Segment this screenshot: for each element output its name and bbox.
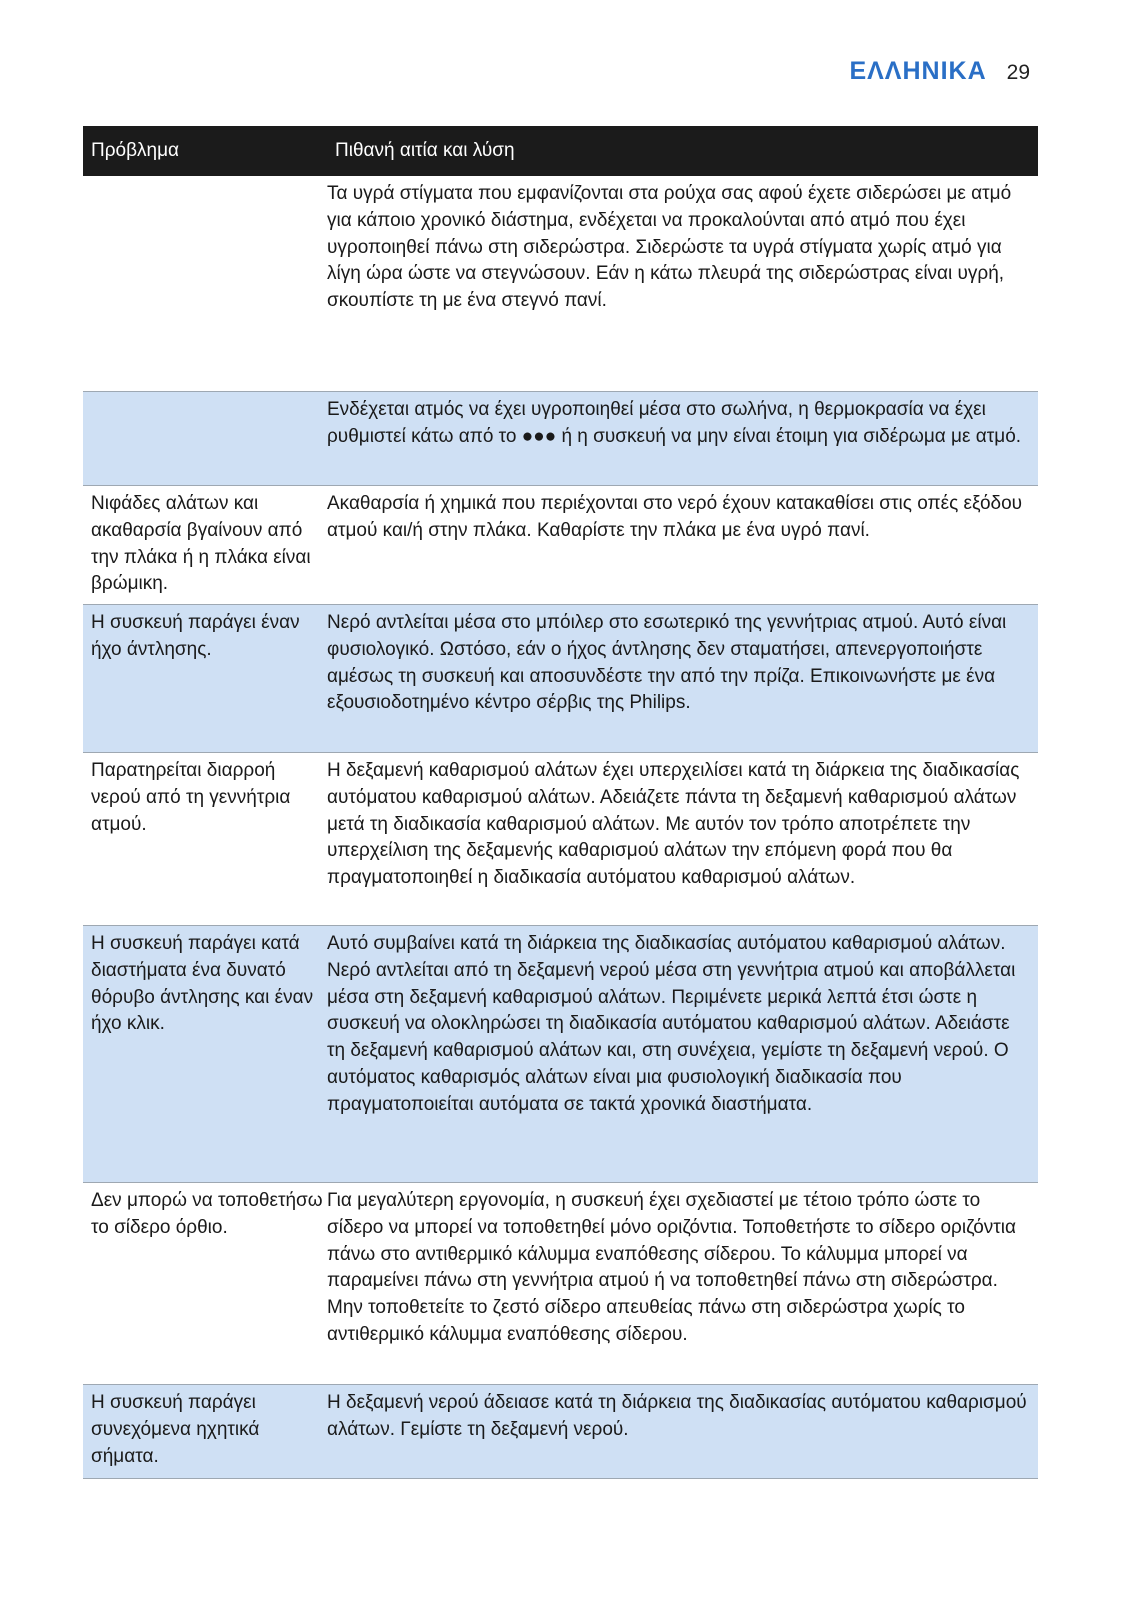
solution-cell: Νερό αντλείται μέσα στο μπόιλερ στο εσωτερικό της γεννήτριας ατμού. Αυτό είναι φυσιολογικό. Ωστόσο, εάν ο ήχος άντλησης δεν σταματήσει, απενεργοποιήστε αμέσως τη συσκευή και αποσυνδέστε την από την πρίζα. Επικοινωνήστε με ένα εξουσιοδοτημένο κέντρο σέρβις της Philips. <box>327 612 1007 714</box>
table-header <box>83 126 1038 176</box>
page-number: 29 <box>1006 61 1030 84</box>
solution-cell: Για μεγαλύτερη εργονομία, η συσκευή έχει σχεδιαστεί με τέτοιο τρόπο ώστε το σίδερο να μπορεί να τοποθετηθεί μόνο οριζόντια. Τοποθετήστε το σίδερο οριζόντια πάνω στο αντιθερμικό κάλυμμα εναπόθεσης σίδερου. Το κάλυμμα μπορεί να παραμείνει πάνω στη γεννήτρια ατμού ή να τοποθετηθεί πάνω στη σιδερώστρα. Μην τοποθετείτε το ζεστό σίδερο απευθείας πάνω στη σιδερώστρα χωρίς το αντιθερμικό κάλυμμα εναπόθεσης σίδερου. <box>327 1190 1016 1345</box>
table-row <box>83 605 1038 753</box>
solution-cell: Η δεξαμενή καθαρισμού αλάτων έχει υπερχειλίσει κατά τη διάρκεια της διαδικασίας αυτόματου καθαρισμού αλάτων. Αδειάζετε πάντα τη δεξαμενή καθαρισμού αλάτων μετά τη διαδικασία καθαρισμού αλάτων. Με αυτόν τον τρόπο αποτρέπετε την υπερχείλιση της δεξαμενής καθαρισμού αλάτων την επόμενη φορά που θα πραγματοποιηθεί η διαδικασία αυτόματου καθαρισμού αλάτων. <box>327 760 1020 889</box>
table-row <box>83 486 1038 605</box>
table-row <box>83 1183 1038 1385</box>
solution-cell: Η δεξαμενή νερού άδειασε κατά τη διάρκεια της διαδικασίας αυτόματου καθαρισμού αλάτων. Γεμίστε τη δεξαμενή νερού. <box>327 1392 1027 1440</box>
problem-cell: Η συσκευή παράγει συνεχόμενα ηχητικά σήματα. <box>91 1392 260 1467</box>
solution-cell: Ενδέχεται ατμός να έχει υγροποιηθεί μέσα στο σωλήνα, η θερμοκρασία να έχει ρυθμιστεί κάτω από το ●●● ή η συσκευή να μην είναι έτοιμη για σιδέρωμα με ατμό. <box>327 399 1022 447</box>
page-header <box>849 57 1030 86</box>
problem-cell: Η συσκευή παράγει κατά διαστήματα ένα δυνατό θόρυβο άντλησης και έναν ήχο κλικ. <box>91 933 314 1035</box>
table-row <box>83 1385 1038 1479</box>
troubleshooting-table <box>83 126 1038 1479</box>
solution-cell: Αυτό συμβαίνει κατά τη διάρκεια της διαδικασίας αυτόματου καθαρισμού αλάτων. Νερό αντλείται από τη δεξαμενή νερού μέσα στη γεννήτρια ατμού και αποβάλλεται μέσα στη δεξαμενή καθαρισμού αλάτων. Περιμένετε μερικά λεπτά έτσι ώστε η συσκευή να ολοκληρώσει τη διαδικασία αυτόματου καθαρισμού αλάτων. Αδειάστε τη δεξαμενή καθαρισμού αλάτων και, στη συνέχεια, γεμίστε τη δεξαμενή νερού. Ο αυτόματος καθαρισμός αλάτων είναι μια φυσιολογική διαδικασία που πραγματοποιείται αυτόματα σε τακτά χρονικά διαστήματα. <box>327 933 1016 1115</box>
table-row <box>83 392 1038 486</box>
problem-cell: Δεν μπορώ να τοποθετήσω το σίδερο όρθιο. <box>91 1190 323 1238</box>
problem-cell: Νιφάδες αλάτων και ακαθαρσία βγαίνουν από την πλάκα ή η πλάκα είναι βρώμικη. <box>91 493 311 595</box>
solution-cell: Ακαθαρσία ή χημικά που περιέχονται στο νερό έχουν κατακαθίσει στις οπές εξόδου ατμού και/ή στην πλάκα. Καθαρίστε την πλάκα με ένα υγρό πανί. <box>327 493 1023 541</box>
problem-cell <box>83 392 327 485</box>
table-row <box>83 753 1038 926</box>
header-solution: Πιθανή αιτία και λύση <box>335 140 515 161</box>
language-heading: ΕΛΛΗΝΙΚΑ <box>849 57 987 85</box>
table-row <box>83 176 1038 392</box>
header-problem: Πρόβλημα <box>91 140 180 161</box>
problem-cell: Η συσκευή παράγει έναν ήχο άντλησης. <box>91 612 300 660</box>
solution-cell: Τα υγρά στίγματα που εμφανίζονται στα ρούχα σας αφού έχετε σιδερώσει με ατμό για κάποιο χρονικό διάστημα, ενδέχεται να προκαλούνται από ατμό που έχει υγροποιηθεί πάνω στη σιδερώστρα. Σιδερώστε τα υγρά στίγματα χωρίς ατμό για λίγη ώρα ώστε να στεγνώσουν. Εάν η κάτω πλευρά της σιδερώστρας είναι υγρή, σκουπίστε τη με ένα στεγνό πανί. <box>327 183 1012 312</box>
table-row <box>83 926 1038 1183</box>
problem-cell: Παρατηρείται διαρροή νερού από τη γεννήτρια ατμού. <box>91 760 291 835</box>
problem-cell <box>83 176 327 391</box>
